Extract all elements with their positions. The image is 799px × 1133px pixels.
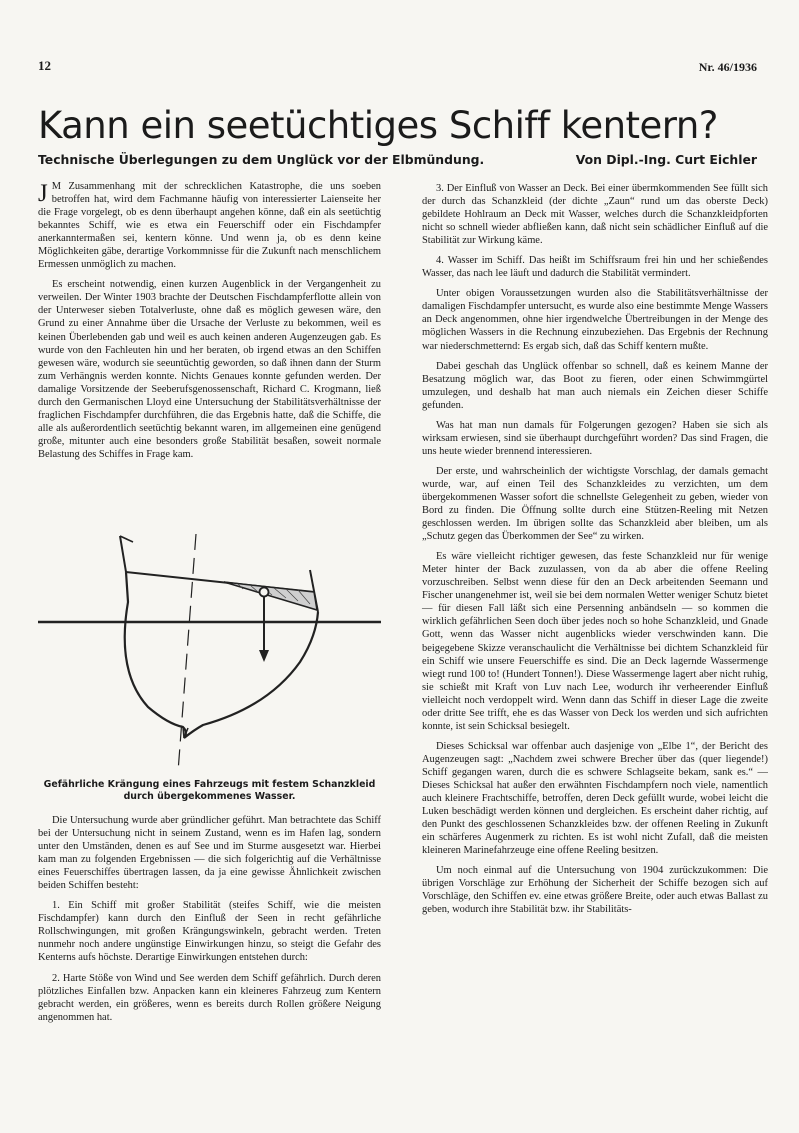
paragraph: 3. Der Einfluß von Wasser an Deck. Bei einer übermkommenden See füllt sich der durch das Schanzkleid (der dichte „Zaun“ rund um das oberste Deck) gebildete Hohlraum an Deck mit Wasser, welches durch die Schanzkleidpforten nicht so schnell wieder abfließen kann, daß nicht sein schädlicher Einfluß auf die Stabilität zur Wirkung käme.: [422, 183, 768, 247]
article-author: Von Dipl.-Ing. Curt Eichler: [575, 152, 757, 167]
paragraph: Es erscheint notwendig, einen kurzen Augenblick in der Vergangenheit zu verweilen. Der Winter 1903 brachte der Deutschen Fischdampferflotte allein von der Unterweser sieben Totalverluste, ohne daß es möglich gewesen wäre, den Grund zu einer Annahme über die Ursache der Verluste zu bekommen, weil es keinen Überlebenden gab und weil es auch keinen anderen Augenzeugen gab. Es wurde von den Fachleuten hin und her beraten, ob irgend etwas an den Schiffen gewesen wäre, wodurch sie seeuntüchtig geworden, so daß ihnen dann der Sturm zum Verhängnis werden konnte. Nichts Genaues konnte gefunden werden. Der damalige Vorsitzende der Seeberufsgenossenschaft, Richard C. Krogmann, ließ durch den Germanischen Lloyd eine Untersuchung der Stabilitätsverhältnisse der fraglichen Fischdampfer durchführen, die das Ergebnis hatte, daß die Schiffe, die alle als außerordentlich seetüchtig bekannt waren, im allgemeinen eine genügend große, mitunter auch eine besonders große Stabilität besaßen, soweit normale Belastung des Schiffes in Frage kam.: [38, 279, 381, 460]
paragraph: Dabei geschah das Unglück offenbar so schnell, daß es keinem Manne der Besatzung möglich war, das Boot zu fieren, oder einen Schwimmgürtel umzulegen, und deshalb hat man auch niemals ein Zeichen dieser Schiffe gefunden.: [422, 360, 768, 411]
paragraph: Es wäre vielleicht richtiger gewesen, das feste Schanzkleid nur für wenige Meter hinter der Back zuzulassen, von da ab aber die offene Reeling vorzuschreiben. Selbst wenn diese für den an Deck arbeitenden Seemann und Fischer unangenehmer ist, weil sie bei dem normalen Wetter weniger Schutz bietet — für diesen Fall läßt sich eine Persenning anbändseln — so kommen die wirklich gefährlichen Seen doch über jedes noch so hohe Schanzkleid, und Gnade Gott, wenn das Wasser nicht augenblicks wieder verschwinden kann. Die beigegebene Skizze veranschaulicht die Verhältnisse bei dichtem Schanzkleid für ein Schiff wie unsere Feuerschiffe es sind. Die an Deck lagernde Wassermenge wiegt rund 100 to! (Hundert Tonnen!). Diese Wassermenge lagert aber nicht ruhig, sie schießt mit Kraft von Luv nach Lee, wodurch ihr verheerender Einfluß vielleicht noch verdoppelt wird. Wenn dann das Schiff in dieser Lage die zweite oder dritte See trifft, ehe es das Wasser von Deck los werden und sich aufrichten konnte, ist sein Schicksal besiegelt.: [422, 551, 768, 732]
center-of-gravity: [260, 588, 269, 597]
ship-heeling-diagram: [38, 532, 381, 802]
paragraph: 2. Harte Stöße von Wind und See werden dem Schiff gefährlich. Durch deren plötzliches Einfallen bzw. Anpacken kann ein kleineres Fahrzeug zum Kentern gebracht werden, ein größeres, wenn es bereits durch Rollen größere Neigung angenommen hat.: [38, 972, 381, 1023]
paragraph: Dieses Schicksal war offenbar auch dasjenige von „Elbe 1“, der Bericht des Augenzeugen sagt: „Nachdem zwei schwere Brecher über das (quer liegende!) Schiff gegangen waren, durch die es schwere Schlagseite bekam, sank es.“ — Dieses Schicksal hat außer den erwähnten Fischdampfern noch viele, namentlich auch kleinere Frachtschiffe, betroffen, deren Deck gefüllt wurde, wobei leicht die Luken beschädigt werden können und dergleichen. Es erscheint daher richtig, auf den Punkt des geschlossenen Schanzkleides bzw. der offenen Reeling in Zukunft ein schärferes Augenmerk zu richten. Es ist wohl nicht Zufall, daß die meisten kleineren Marinefahrzeuge eine offene Reeling besitzen.: [422, 740, 768, 857]
left-column-bottom: [38, 814, 381, 1031]
paragraph: 1. Ein Schiff mit großer Stabilität (steifes Schiff, wie die meisten Fischdampfer) kann durch den Einfluß der Seen in recht gefährliche Rollschwingungen, mit großen Krängungswinkeln, gebracht werden. Treten nunmehr noch andere ungünstige Einwirkungen hinzu, so steigt die Gefahr des Kenterns aufs höchste. Derartige Einwirkungen entstehen durch:: [38, 900, 381, 964]
figure-caption: Gefährliche Krängung eines Fahrzeugs mit festem Schanzkleid durch übergekommenes Wasser.: [43, 779, 376, 802]
paragraph: Die Untersuchung wurde aber gründlicher geführt. Man betrachtete das Schiff bei der Untersuchung nicht in seinem Zustand, wenn es im Hafen lag, sondern unter den Umständen, denen es auf See und im Sturme ausgesetzt war. Hierbei kam man zu folgenden Ergebnissen — die sich folgerichtig auf die Verhältnisse eines Feuerschiffes übertragen lassen, da ja eine gewisse Ähnlichkeit zwischen beiden Schiffen besteht:: [38, 815, 381, 892]
paragraph: 4. Wasser im Schiff. Das heißt im Schiffsraum frei hin und her schießendes Wasser, das nach lee läuft und dadurch die Stabilität vermindert.: [422, 255, 768, 280]
issue-number: Nr. 46/1936: [698, 60, 757, 74]
article-subtitle: Technische Überlegungen zu dem Unglück vor der Elbmündung.: [38, 152, 485, 167]
gravity-arrowhead: [259, 650, 269, 662]
article-title: Kann ein seetüchtiges Schiff kentern?: [38, 104, 718, 147]
right-column: [422, 182, 768, 923]
paragraph: J M Zusammenhang mit der schrecklichen Katastrophe, die uns soeben betroffen hat, wird dem Fachmanne häufig von interessierter Laienseite her die Frage vorgelegt, ob es denn überhaupt angehen könne, daß ein als seetüchtig bekanntes Schiff, wie es etwa ein Feuerschiff oder ein Fischdampfer anerkanntermaßen sei, kentern könne. Und wenn ja, ob es denn keine Möglichkeiten gäbe, derartige Vorkommnisse für die Zukunft nach menschlichem Ermessen unmöglich zu machen.: [38, 180, 381, 271]
paragraph: Um noch einmal auf die Untersuchung von 1904 zurückzukommen: Die übrigen Vorschläge zur Erhöhung der Sicherheit der Schiffe bezogen sich auf Vorschläge, den Schiffen ev. eine etwas größere Breite, oder auch etwas Ballast zu geben, wodurch ihre Stabilität bzw. ihr Stabilitäts-: [422, 865, 768, 916]
page-number: 12: [38, 58, 51, 73]
paragraph: Was hat man nun damals für Folgerungen gezogen? Haben sie sich als wirksam erwiesen, sind sie überhaupt durchgeführt worden? Das sind Fragen, die uns heute wieder brennend interessieren.: [422, 419, 768, 457]
paragraph: Unter obigen Voraussetzungen wurden also die Stabilitätsverhältnisse der damaligen Fischdampfer untersucht, es wurde also eine bestimmte Menge Wassers an Deck angenommen, ohne hier irgendwelche Übertreibungen in der Menge des möglichen Wassers in die Rechnung einzubeziehen. Das Ergebnis der Rechnung war niederschmetternd: Es ergab sich, daß das Schiff kentern mußte.: [422, 288, 768, 352]
drop-cap: J: [38, 180, 48, 207]
bulwark-left: [120, 536, 126, 572]
left-column-top: [38, 180, 381, 468]
paragraph: Der erste, und wahrscheinlich der wichtigste Vorschlag, der damals gemacht wurde, war, auf einen Teil des Schanzkleides zu verzichten, um dem übergekommenen Wasser sofort die schnellste Gelegenheit zu geben, wieder von Bord zu finden. Die Öffnung sollte durch eine Stützen-Reeling mit Netzen geschlossen werden. Im übrigen sollte das Schanzkleid aber bleiben, um als „Schutz gegen das Überkommen der See“ zu wirken.: [422, 465, 768, 543]
